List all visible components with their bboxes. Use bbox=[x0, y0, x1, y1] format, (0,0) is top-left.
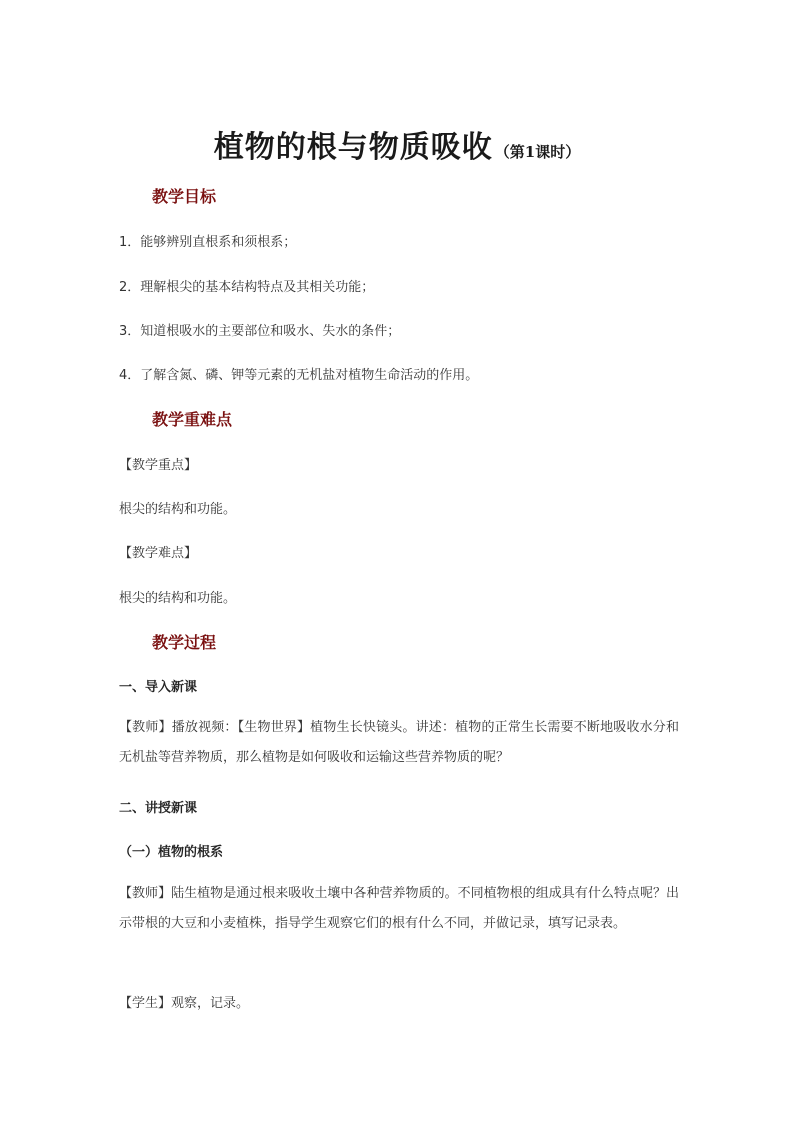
part1-paragraph: 【教师】播放视频：【生物世界】植物生长快镜头。讲述：植物的正常生长需要不断地吸收水分和无机盐等营养物质，那么植物是如何吸收和运输这些营养物质的呢？ bbox=[119, 720, 679, 765]
process-heading: 教学过程 bbox=[152, 633, 217, 652]
part2-heading: 二、讲授新课 bbox=[119, 801, 198, 816]
student-paragraph: 【学生】观察，记录。 bbox=[119, 996, 250, 1011]
document-title bbox=[0, 122, 794, 166]
part1-heading: 一、导入新课 bbox=[119, 680, 198, 695]
title-main: 植物的根与物质吸收 bbox=[213, 130, 493, 165]
goal-item-4: 4．了解含氮、磷、钾等元素的无机盐对植物生命活动的作用。 bbox=[119, 368, 479, 383]
title-lesson-number: （第1课时） bbox=[494, 143, 581, 161]
goal-item-2: 2．理解根尖的基本结构特点及其相关功能； bbox=[119, 280, 375, 295]
difficult-point-text: 根尖的结构和功能。 bbox=[119, 591, 237, 606]
difficult-point-label: 【教学难点】 bbox=[119, 546, 198, 561]
goal-item-3: 3．知道根吸水的主要部位和吸水、失水的条件； bbox=[119, 324, 401, 339]
part2-subheading: （一）植物的根系 bbox=[119, 845, 224, 860]
goal-item-1: 1．能够辨别直根系和须根系； bbox=[119, 235, 297, 250]
part2-paragraph: 【教师】陆生植物是通过根来吸收土壤中各种营养物质的。不同植物根的组成具有什么特点呢？出示带根的大豆和小麦植株，指导学生观察它们的根有什么不同，并做记录，填写记录表。 bbox=[119, 886, 679, 931]
goals-heading: 教学目标 bbox=[152, 187, 217, 206]
key-points-heading: 教学重难点 bbox=[152, 410, 233, 429]
key-point-label: 【教学重点】 bbox=[119, 458, 198, 473]
key-point-text: 根尖的结构和功能。 bbox=[119, 502, 237, 517]
